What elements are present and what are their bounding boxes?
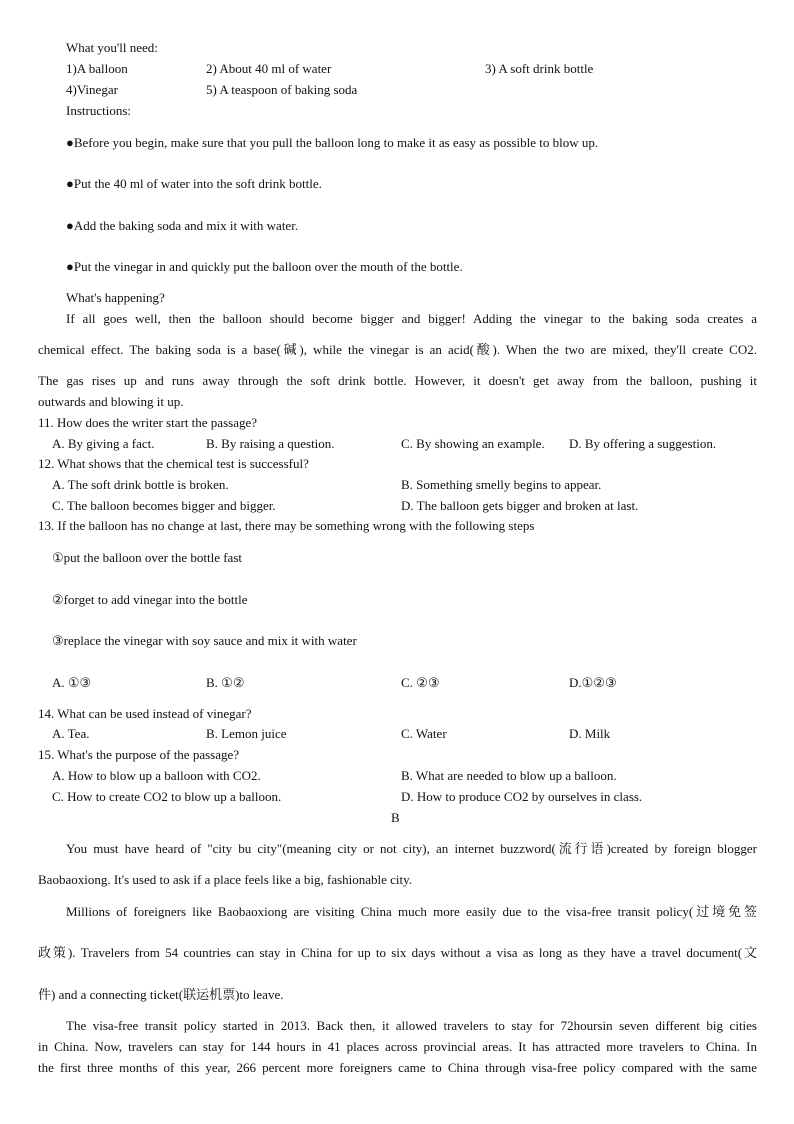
option-b: B. What are needed to blow up a balloon. <box>401 768 617 783</box>
instruction-step: ●Put the vinegar in and quickly put the balloon over the mouth of the bottle. <box>66 259 463 274</box>
happening-heading: What's happening? <box>66 290 165 305</box>
option-c: C. ②③ <box>401 675 440 690</box>
paragraph-line: Baobaoxiong. It's used to ask if a place feels like a big, fashionable city. <box>38 872 413 887</box>
paragraph-line: Millions of foreigners like Baobaoxiong are visiting China much more easily due to the visa-free transit policy(过境免签 <box>66 904 757 919</box>
question-stem: 13. If the balloon has no change at last, there may be something wrong with the following steps <box>38 518 535 533</box>
section-label: B <box>391 810 400 825</box>
question-step: ①put the balloon over the bottle fast <box>52 550 242 565</box>
paragraph-line: 件) and a connecting ticket(联运机票)to leave. <box>38 987 284 1002</box>
option-b: B. Lemon juice <box>206 726 287 741</box>
instruction-step: ●Before you begin, make sure that you pull the balloon long to make it as easy as possible to blow up. <box>66 135 599 150</box>
question-stem: 14. What can be used instead of vinegar? <box>38 706 252 721</box>
instruction-step: ●Put the 40 ml of water into the soft drink bottle. <box>66 176 322 191</box>
paragraph-line: in China. Now, travelers can stay for 144 hours in 41 places across provincial areas. It has attracted more travelers to China. In <box>38 1039 757 1054</box>
option-b: B. By raising a question. <box>206 436 335 451</box>
option-c: C. By showing an example. <box>401 436 545 451</box>
option-c: C. The balloon becomes bigger and bigger. <box>52 498 276 513</box>
instruction-step: ●Add the baking soda and mix it with water. <box>66 218 299 233</box>
question-stem: 12. What shows that the chemical test is successful? <box>38 456 309 471</box>
option-b: B. Something smelly begins to appear. <box>401 477 602 492</box>
option-d: D. How to produce CO2 by ourselves in class. <box>401 789 643 804</box>
needs-item: 3) A soft drink bottle <box>485 61 594 76</box>
needs-item: 5) A teaspoon of baking soda <box>206 82 358 97</box>
option-d: D. Milk <box>569 726 611 741</box>
option-d: D.①②③ <box>569 675 617 690</box>
option-c: C. Water <box>401 726 447 741</box>
option-d: D. The balloon gets bigger and broken at last. <box>401 498 639 513</box>
paragraph-line: 政策). Travelers from 54 countries can stay in China for up to six days without a visa as long as they have a travel document(文 <box>38 945 757 960</box>
option-a: A. The soft drink bottle is broken. <box>52 477 229 492</box>
instructions-heading: Instructions: <box>66 103 131 118</box>
option-a: A. By giving a fact. <box>52 436 155 451</box>
needs-item: 2) About 40 ml of water <box>206 61 332 76</box>
needs-heading: What you'll need: <box>66 40 158 55</box>
paragraph-line: outwards and blowing it up. <box>38 394 184 409</box>
option-c: C. How to create CO2 to blow up a balloon. <box>52 789 282 804</box>
needs-item: 1)A balloon <box>66 61 128 76</box>
paragraph-line: the first three months of this year, 266 percent more foreigners came to China through visa-free policy compared with the same <box>38 1060 757 1075</box>
paragraph-line: You must have heard of "city bu city"(meaning city or not city), an internet buzzword(流行语)created by foreign blogger <box>66 841 757 856</box>
paragraph-line: The visa-free transit policy started in 2013. Back then, it allowed travelers to stay for 72hoursin seven different big cities <box>66 1018 757 1033</box>
option-d: D. By offering a suggestion. <box>569 436 717 451</box>
paragraph-line: The gas rises up and runs away through the soft drink bottle. However, it doesn't get away from the balloon, pushing it <box>38 373 757 388</box>
question-stem: 11. How does the writer start the passage? <box>38 415 258 430</box>
needs-item: 4)Vinegar <box>66 82 118 97</box>
question-step: ②forget to add vinegar into the bottle <box>52 592 248 607</box>
question-step: ③replace the vinegar with soy sauce and mix it with water <box>52 633 357 648</box>
question-stem: 15. What's the purpose of the passage? <box>38 747 240 762</box>
paragraph-line: chemical effect. The baking soda is a base(碱), while the vinegar is an acid(酸). When the two are mixed, they'll create CO2. <box>38 342 757 357</box>
option-a: A. Tea. <box>52 726 90 741</box>
option-a: A. How to blow up a balloon with CO2. <box>52 768 261 783</box>
option-a: A. ①③ <box>52 675 92 690</box>
paragraph-line: If all goes well, then the balloon should become bigger and bigger! Adding the vinegar to the baking soda creates a <box>66 311 757 326</box>
option-b: B. ①② <box>206 675 245 690</box>
